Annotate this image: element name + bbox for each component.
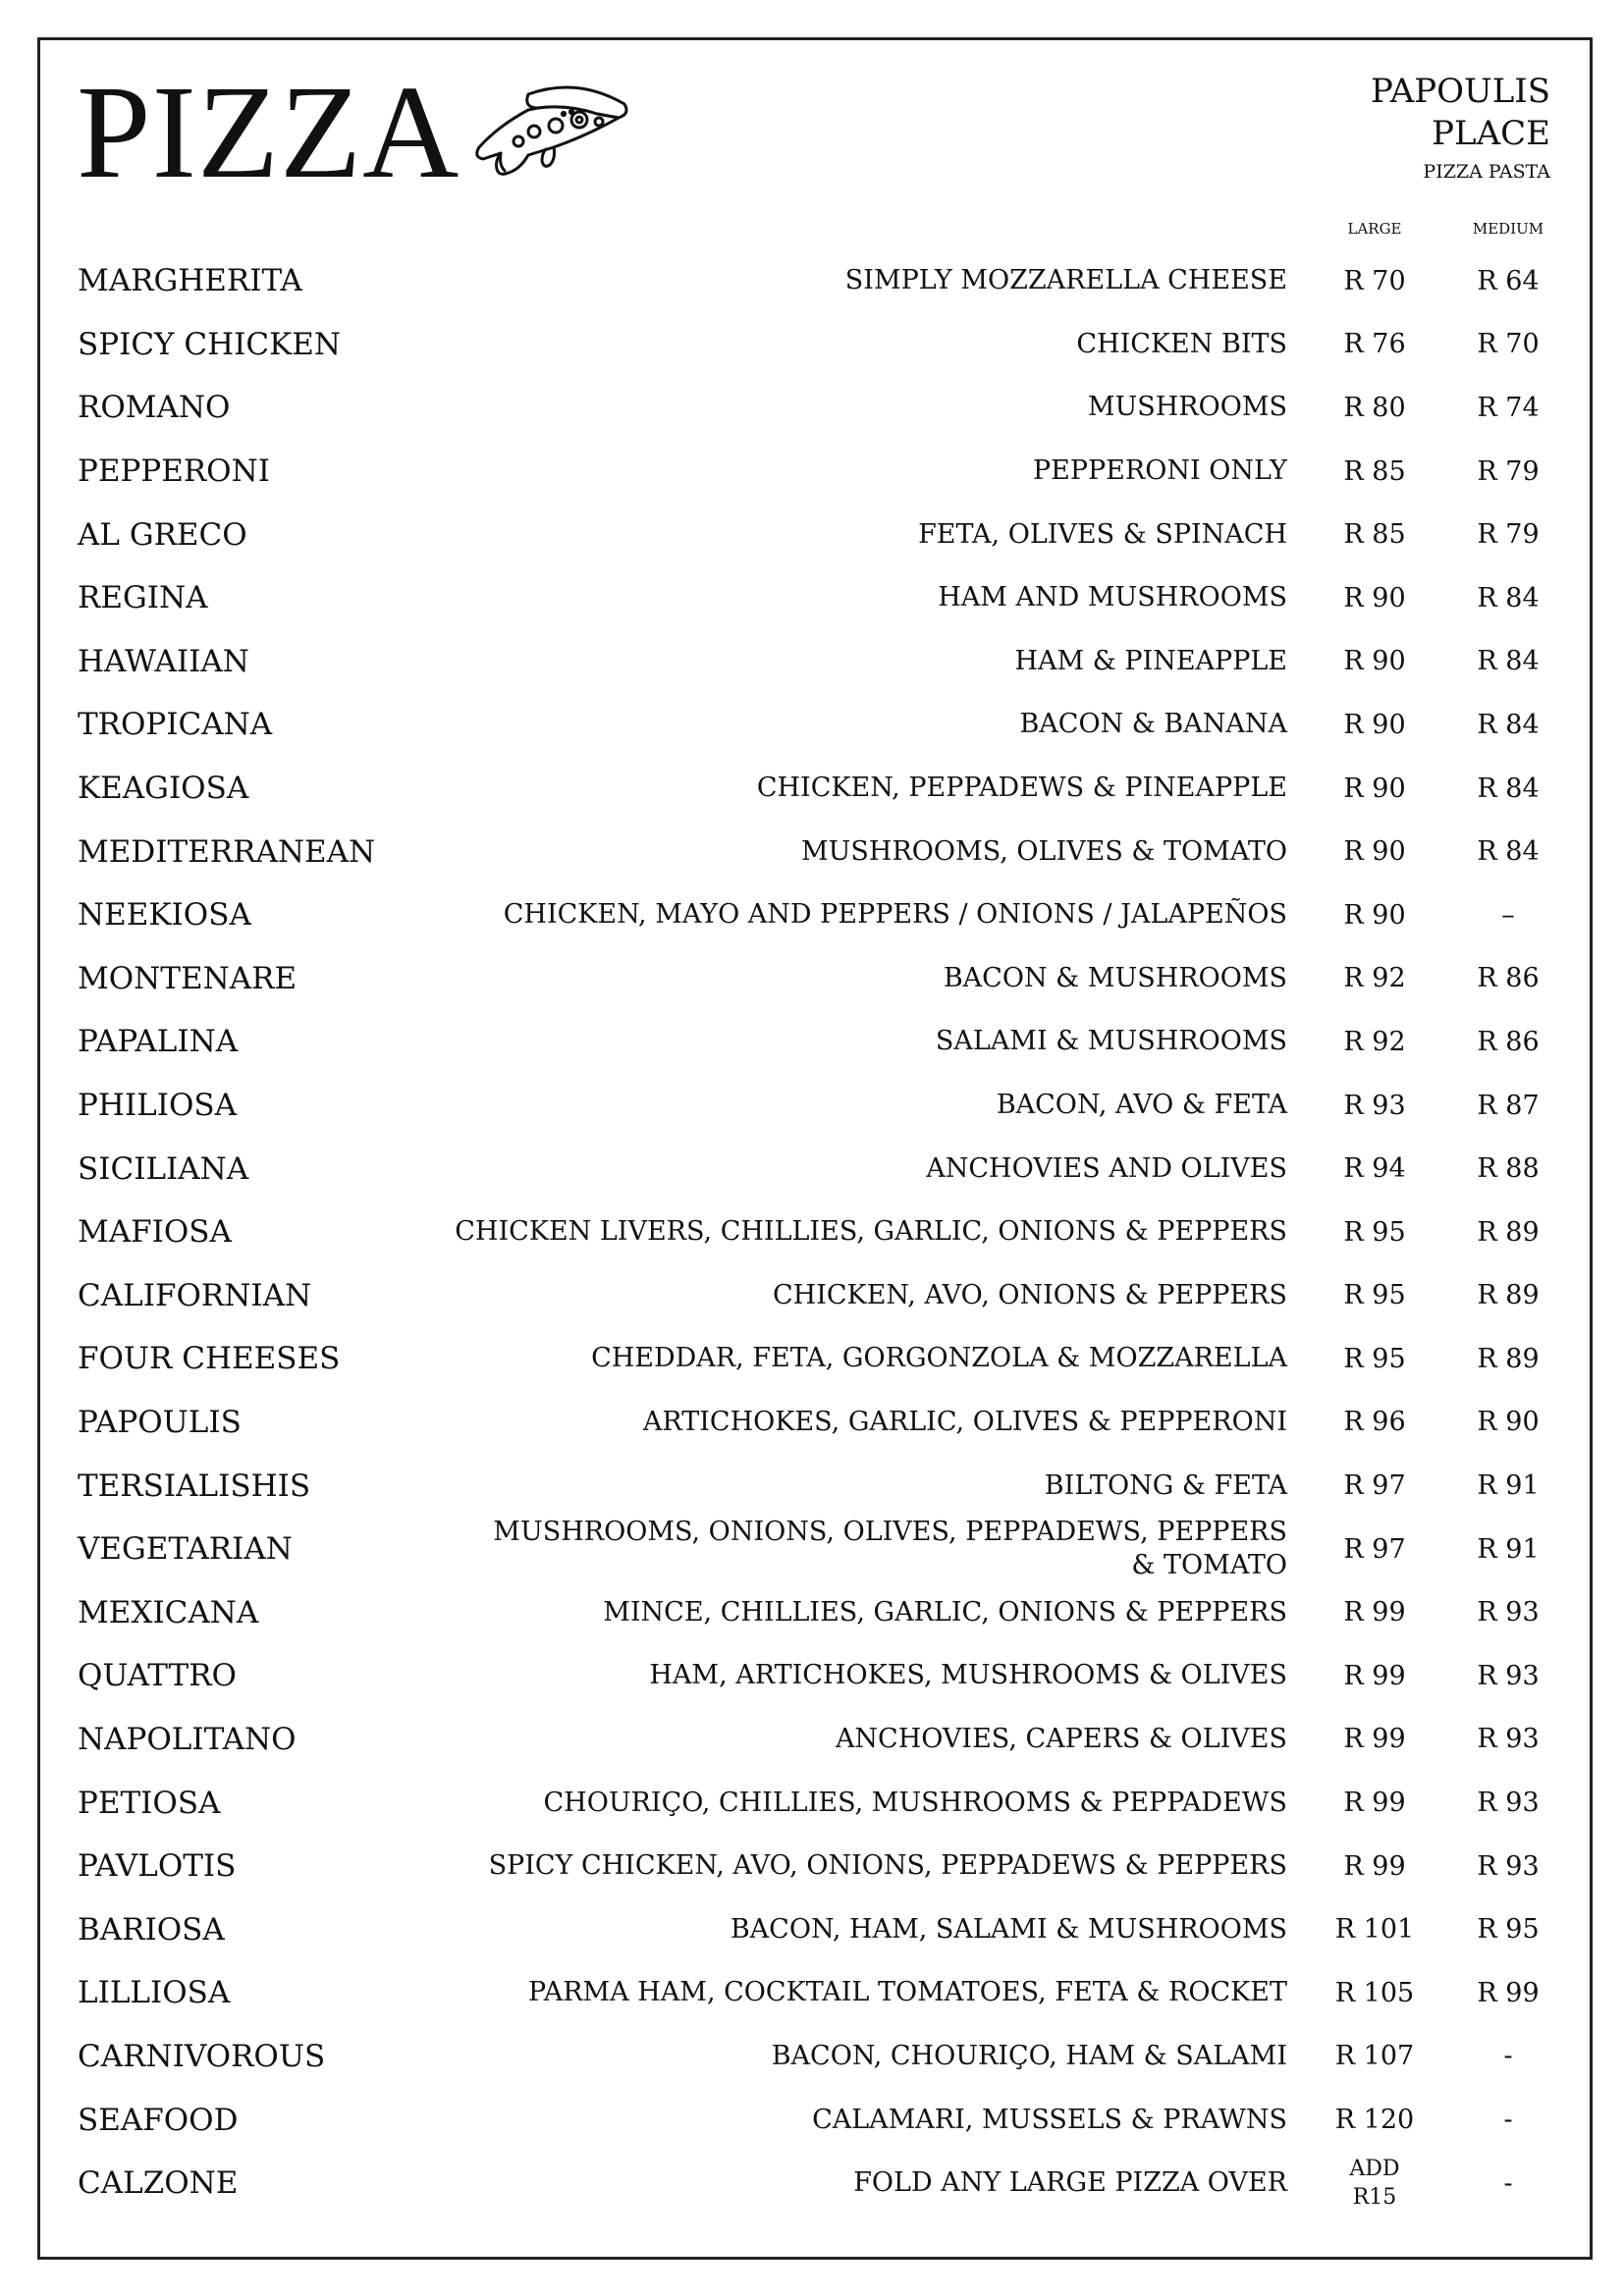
menu-item-price-large: R 90 xyxy=(1343,899,1406,931)
menu-item-price-medium: R 88 xyxy=(1477,1153,1540,1185)
pizza-menu-list xyxy=(0,249,1624,2215)
menu-item-row xyxy=(0,757,1624,821)
menu-item-price-large: R 99 xyxy=(1343,1597,1406,1629)
menu-item-price-large: R 107 xyxy=(1334,2041,1415,2072)
menu-item-description: ANCHOVIES, CAPERS & OLIVES xyxy=(835,1723,1287,1754)
menu-item-description: CHICKEN, AVO, ONIONS & PEPPERS xyxy=(773,1279,1287,1310)
menu-item-description: ARTICHOKES, GARLIC, OLIVES & PEPPERONI xyxy=(642,1406,1287,1437)
menu-item-row xyxy=(0,820,1624,883)
menu-item-name: REGINA xyxy=(78,580,208,616)
menu-item-description: PEPPERONI ONLY xyxy=(1032,455,1287,487)
menu-item-price-large: R 97 xyxy=(1343,1470,1406,1502)
menu-item-row xyxy=(0,566,1624,630)
menu-item-price-medium: R 89 xyxy=(1477,1280,1540,1311)
menu-item-name: PHILIOSA xyxy=(78,1088,238,1124)
menu-item-description: BACON & BANANA xyxy=(1019,709,1287,740)
menu-item-price-medium: R 87 xyxy=(1477,1090,1540,1121)
menu-item-row xyxy=(0,1074,1624,1138)
menu-item-price-medium: R 93 xyxy=(1477,1660,1540,1691)
menu-item-price-large: R 95 xyxy=(1343,1280,1406,1311)
menu-item-name: VEGETARIAN xyxy=(78,1531,293,1568)
menu-item-description: CHICKEN, PEPPADEWS & PINEAPPLE xyxy=(756,773,1287,804)
menu-item-name: NAPOLITANO xyxy=(78,1721,297,1757)
menu-item-price-large: R 90 xyxy=(1343,836,1406,868)
menu-item-name: MONTENARE xyxy=(78,960,298,996)
menu-item-row xyxy=(0,883,1624,947)
menu-item-name: MAFIOSA xyxy=(78,1214,232,1251)
pizza-slice-icon xyxy=(469,75,636,183)
menu-item-name: PAPOULIS xyxy=(78,1404,242,1440)
menu-item-row xyxy=(0,947,1624,1011)
menu-item-row xyxy=(0,440,1624,504)
menu-item-name: SPICY CHICKEN xyxy=(78,326,342,362)
menu-item-row xyxy=(0,1201,1624,1264)
menu-item-price-medium: R 79 xyxy=(1477,519,1540,551)
brand-subtitle: PIZZA PASTA xyxy=(1423,161,1550,183)
menu-item-name: PEPPERONI xyxy=(78,454,270,490)
menu-item-row xyxy=(0,1327,1624,1391)
menu-item-price-large: R 97 xyxy=(1343,1533,1406,1565)
menu-item-price-large: R 85 xyxy=(1343,519,1406,551)
menu-item-price-large: R 105 xyxy=(1334,1977,1415,2008)
menu-item-price-large: R 99 xyxy=(1343,1660,1406,1691)
menu-item-name: SICILIANA xyxy=(78,1150,249,1187)
menu-item-price-medium: R 70 xyxy=(1477,329,1540,360)
menu-item-name: PAPALINA xyxy=(78,1024,239,1060)
menu-item-row xyxy=(0,2025,1624,2089)
menu-item-name: NEEKIOSA xyxy=(78,897,251,934)
menu-item-price-large: R 95 xyxy=(1343,1216,1406,1248)
menu-item-description: BACON, CHOURIÇO, HAM & SALAMI xyxy=(771,2040,1287,2071)
menu-item-price-large: R 80 xyxy=(1343,392,1406,423)
menu-item-price-medium: – xyxy=(1501,899,1515,931)
menu-item-row xyxy=(0,376,1624,440)
menu-item-name: KEAGIOSA xyxy=(78,771,249,807)
menu-item-price-medium: R 93 xyxy=(1477,1850,1540,1882)
menu-item-row xyxy=(0,1264,1624,1328)
menu-item-name: CARNIVOROUS xyxy=(78,2038,326,2074)
menu-item-row xyxy=(0,1391,1624,1455)
menu-item-description: PARMA HAM, COCKTAIL TOMATOES, FETA & ROCKET xyxy=(528,1977,1287,2008)
menu-item-name: TERSIALISHIS xyxy=(78,1468,311,1504)
menu-item-description: CHEDDAR, FETA, GORGONZOLA & MOZZARELLA xyxy=(591,1343,1287,1374)
menu-item-name: FOUR CHEESES xyxy=(78,1341,341,1377)
menu-item-description: ANCHOVIES AND OLIVES xyxy=(926,1152,1287,1184)
brand-block xyxy=(1371,71,1550,185)
menu-item-price-large: R 92 xyxy=(1343,1026,1406,1057)
menu-item-name: TROPICANA xyxy=(78,707,273,743)
menu-item-description: HAM, ARTICHOKES, MUSHROOMS & OLIVES xyxy=(649,1660,1287,1691)
menu-item-price-large: R 76 xyxy=(1343,329,1406,360)
menu-item-name: PAVLOTIS xyxy=(78,1848,237,1885)
menu-item-price-medium: R 84 xyxy=(1477,709,1540,740)
menu-item-description: FETA, OLIVES & SPINACH xyxy=(918,518,1287,550)
menu-item-name: CALIFORNIAN xyxy=(78,1277,312,1313)
menu-item-name: CALZONE xyxy=(78,2165,239,2202)
menu-item-price-medium: R 64 xyxy=(1477,265,1540,296)
menu-item-price-medium: R 84 xyxy=(1477,836,1540,868)
menu-item-name: QUATTRO xyxy=(78,1658,237,1694)
menu-item-description: CHICKEN BITS xyxy=(1076,328,1287,359)
menu-item-row xyxy=(0,693,1624,757)
menu-item-description: MUSHROOMS xyxy=(1087,392,1287,423)
menu-item-row xyxy=(0,503,1624,566)
menu-item-description: BILTONG & FETA xyxy=(1044,1469,1287,1501)
menu-item-price-medium: - xyxy=(1503,2167,1513,2199)
menu-item-row xyxy=(0,1010,1624,1074)
menu-item-row xyxy=(0,630,1624,694)
menu-item-price-medium: R 91 xyxy=(1477,1470,1540,1502)
menu-item-price-large: R 92 xyxy=(1343,963,1406,994)
menu-item-description: BACON, HAM, SALAMI & MUSHROOMS xyxy=(730,1913,1287,1945)
menu-item-price-large: R 90 xyxy=(1343,582,1406,614)
menu-item-price-medium: R 89 xyxy=(1477,1343,1540,1374)
menu-item-price-medium: R 86 xyxy=(1477,963,1540,994)
menu-item-description: CHICKEN, MAYO AND PEPPERS / ONIONS / JALAPEÑOS xyxy=(503,899,1287,931)
menu-item-price-medium: R 95 xyxy=(1477,1914,1540,1946)
menu-item-row xyxy=(0,1897,1624,1961)
menu-item-row xyxy=(0,1580,1624,1644)
menu-item-price-large: R 90 xyxy=(1343,646,1406,677)
menu-item-name: SEAFOOD xyxy=(78,2102,239,2138)
menu-item-name: PETIOSA xyxy=(78,1785,221,1821)
menu-item-description: SPICY CHICKEN, AVO, ONIONS, PEPPADEWS & PEPPERS xyxy=(488,1850,1287,1882)
menu-item-row xyxy=(0,1961,1624,2025)
menu-item-row xyxy=(0,1518,1624,1581)
menu-item-price-large: R 70 xyxy=(1343,265,1406,296)
menu-item-name: MARGHERITA xyxy=(78,263,302,299)
menu-item-price-medium: R 89 xyxy=(1477,1216,1540,1248)
menu-item-price-medium: R 86 xyxy=(1477,1026,1540,1057)
menu-item-name: AL GRECO xyxy=(78,516,247,553)
menu-item-price-large: R 93 xyxy=(1343,1090,1406,1121)
menu-item-row xyxy=(0,249,1624,313)
menu-item-description: MINCE, CHILLIES, GARLIC, ONIONS & PEPPERS xyxy=(603,1596,1287,1628)
menu-item-price-medium: R 93 xyxy=(1477,1788,1540,1819)
menu-item-price-medium: - xyxy=(1503,2041,1513,2072)
menu-item-price-large: R 85 xyxy=(1343,455,1406,487)
menu-item-price-medium: R 93 xyxy=(1477,1597,1540,1629)
menu-item-row xyxy=(0,1835,1624,1898)
menu-item-price-large: R 90 xyxy=(1343,709,1406,740)
menu-item-price-large: R 120 xyxy=(1334,2105,1415,2136)
menu-item-price-large: R 90 xyxy=(1343,773,1406,804)
column-header-medium: MEDIUM xyxy=(1472,220,1544,238)
brand-name-line2: PLACE xyxy=(1432,114,1550,153)
menu-item-row xyxy=(0,1137,1624,1201)
menu-item-row xyxy=(0,1708,1624,1772)
menu-item-row xyxy=(0,1771,1624,1835)
menu-item-price-medium: R 84 xyxy=(1477,646,1540,677)
menu-item-description: CHOURIÇO, CHILLIES, MUSHROOMS & PEPPADEWS xyxy=(543,1787,1287,1818)
menu-item-price-medium: R 84 xyxy=(1477,582,1540,614)
menu-item-price-medium: R 91 xyxy=(1477,1533,1540,1565)
menu-item-price-large: R 101 xyxy=(1334,1914,1415,1946)
menu-item-price-medium: R 99 xyxy=(1477,1977,1540,2008)
menu-item-description: HAM AND MUSHROOMS xyxy=(938,582,1287,614)
menu-item-price-large: R 94 xyxy=(1343,1153,1406,1185)
brand-name-line1: PAPOULIS xyxy=(1370,72,1550,111)
menu-item-price-large: R 95 xyxy=(1343,1343,1406,1374)
menu-item-price-medium: R 74 xyxy=(1477,392,1540,423)
menu-item-price-medium: R 90 xyxy=(1477,1407,1540,1438)
menu-item-name: LILLIOSA xyxy=(78,1975,231,2011)
menu-item-description: SIMPLY MOZZARELLA CHEESE xyxy=(844,265,1287,296)
menu-item-price-large: R 96 xyxy=(1343,1407,1406,1438)
menu-item-price-large: R 99 xyxy=(1343,1850,1406,1882)
menu-item-row xyxy=(0,2088,1624,2152)
menu-item-price-medium: R 93 xyxy=(1477,1724,1540,1755)
menu-item-name: MEDITERRANEAN xyxy=(78,833,376,870)
menu-item-row xyxy=(0,1644,1624,1708)
menu-item-description: SALAMI & MUSHROOMS xyxy=(935,1026,1287,1057)
menu-item-name: HAWAIIAN xyxy=(78,643,249,679)
menu-item-price-large: R 99 xyxy=(1343,1788,1406,1819)
menu-item-price-large: R 99 xyxy=(1343,1724,1406,1755)
menu-item-price-large: ADD R15 xyxy=(1349,2157,1400,2211)
column-header-large: LARGE xyxy=(1347,220,1402,238)
menu-item-description: MUSHROOMS, OLIVES & TOMATO xyxy=(801,835,1287,867)
page-title: PIZZA xyxy=(77,59,460,206)
menu-item-row xyxy=(0,2152,1624,2216)
menu-item-description: BACON & MUSHROOMS xyxy=(943,962,1287,993)
menu-item-description: CALAMARI, MUSSELS & PRAWNS xyxy=(812,2104,1287,2135)
menu-item-name: ROMANO xyxy=(78,390,231,426)
menu-item-price-medium: - xyxy=(1503,2105,1513,2136)
menu-item-description: BACON, AVO & FETA xyxy=(996,1090,1287,1121)
menu-item-name: MEXICANA xyxy=(78,1594,259,1630)
menu-item-row xyxy=(0,313,1624,377)
menu-item-name: BARIOSA xyxy=(78,1911,225,1948)
menu-item-row xyxy=(0,1454,1624,1518)
menu-item-price-medium: R 84 xyxy=(1477,773,1540,804)
menu-item-description: MUSHROOMS, ONIONS, OLIVES, PEPPADEWS, PEPPERS & TOMATO xyxy=(493,1517,1287,1581)
menu-item-description: FOLD ANY LARGE PIZZA OVER xyxy=(853,2167,1287,2199)
menu-item-description: HAM & PINEAPPLE xyxy=(1014,645,1287,676)
menu-item-description: CHICKEN LIVERS, CHILLIES, GARLIC, ONIONS & PEPPERS xyxy=(455,1216,1287,1248)
menu-item-price-medium: R 79 xyxy=(1477,455,1540,487)
